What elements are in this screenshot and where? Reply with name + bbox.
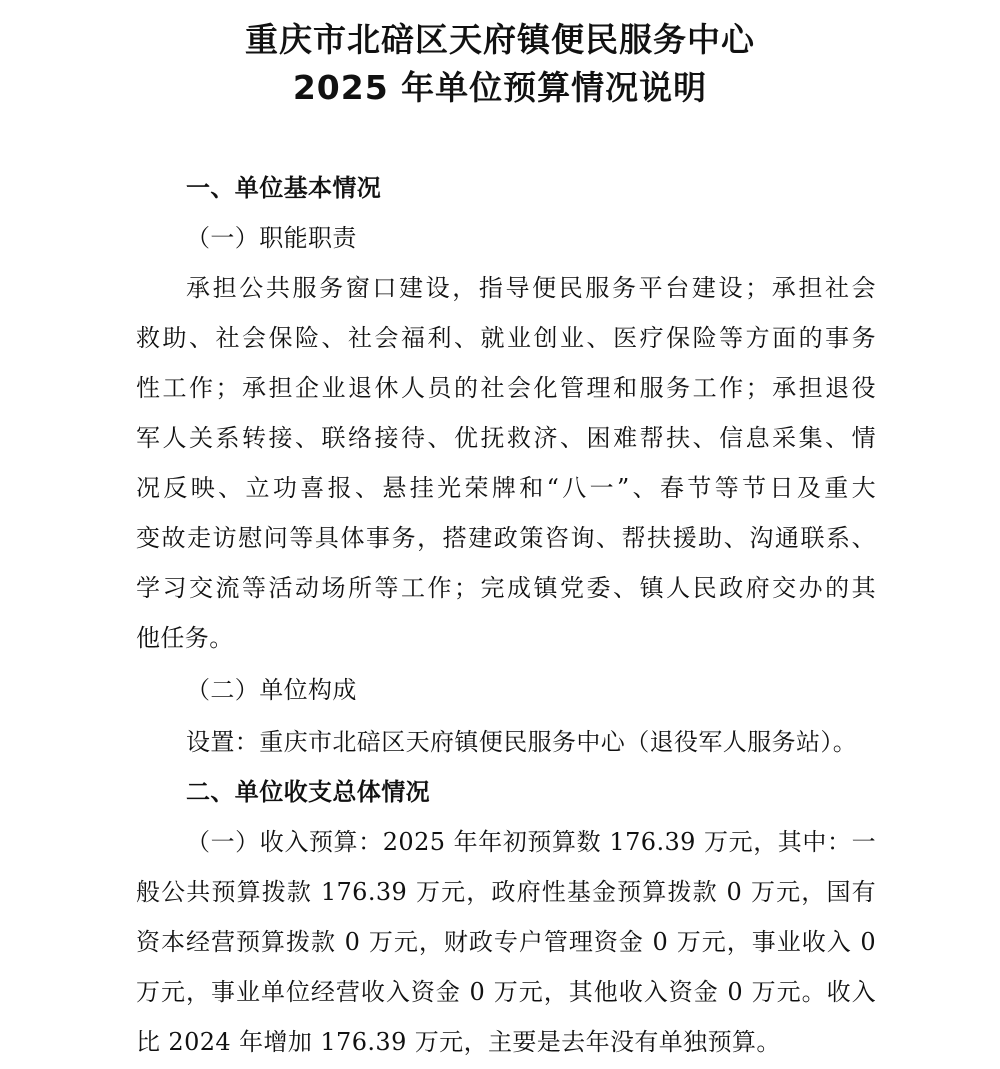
paragraph-line: 他任务。	[136, 624, 234, 652]
section-1-heading: 一、单位基本情况	[186, 174, 382, 202]
paragraph-line: 性工作；承担企业退休人员的社会化管理和服务工作；承担退役	[136, 374, 876, 402]
paragraph-line: 比 2024 年增加 176.39 万元，主要是去年没有单独预算。	[136, 1028, 781, 1056]
document-title-line-1: 重庆市北碚区天府镇便民服务中心	[245, 20, 755, 59]
subsection-1-2-heading: （二）单位构成	[186, 676, 357, 704]
paragraph-line: （一）收入预算：2025 年年初预算数 176.39 万元，其中：一	[186, 828, 876, 856]
paragraph-line: 况反映、立功喜报、悬挂光荣牌和“八一”、春节等节日及重大	[136, 474, 876, 502]
document-title-line-2: 2025 年单位预算情况说明	[292, 68, 708, 107]
paragraph-line: 变故走访慰问等具体事务，搭建政策咨询、帮扶援助、沟通联系、	[136, 524, 876, 552]
paragraph-line: 学习交流等活动场所等工作；完成镇党委、镇人民政府交办的其	[136, 574, 876, 602]
subsection-1-1-heading: （一）职能职责	[186, 224, 357, 252]
paragraph-line: 般公共预算拨款 176.39 万元，政府性基金预算拨款 0 万元，国有	[136, 878, 876, 906]
paragraph-line: 资本经营预算拨款 0 万元，财政专户管理资金 0 万元，事业收入 0	[136, 928, 876, 956]
paragraph-line: 救助、社会保险、社会福利、就业创业、医疗保险等方面的事务	[136, 324, 876, 352]
section-2-heading: 二、单位收支总体情况	[186, 778, 430, 806]
unit-composition-text: 设置：重庆市北碚区天府镇便民服务中心（退役军人服务站）。	[186, 728, 858, 756]
paragraph-line: 军人关系转接、联络接待、优抚救济、困难帮扶、信息采集、情	[136, 424, 876, 452]
paragraph-line: 万元，事业单位经营收入资金 0 万元，其他收入资金 0 万元。收入	[136, 978, 876, 1006]
paragraph-line: 承担公共服务窗口建设，指导便民服务平台建设；承担社会	[186, 274, 876, 302]
